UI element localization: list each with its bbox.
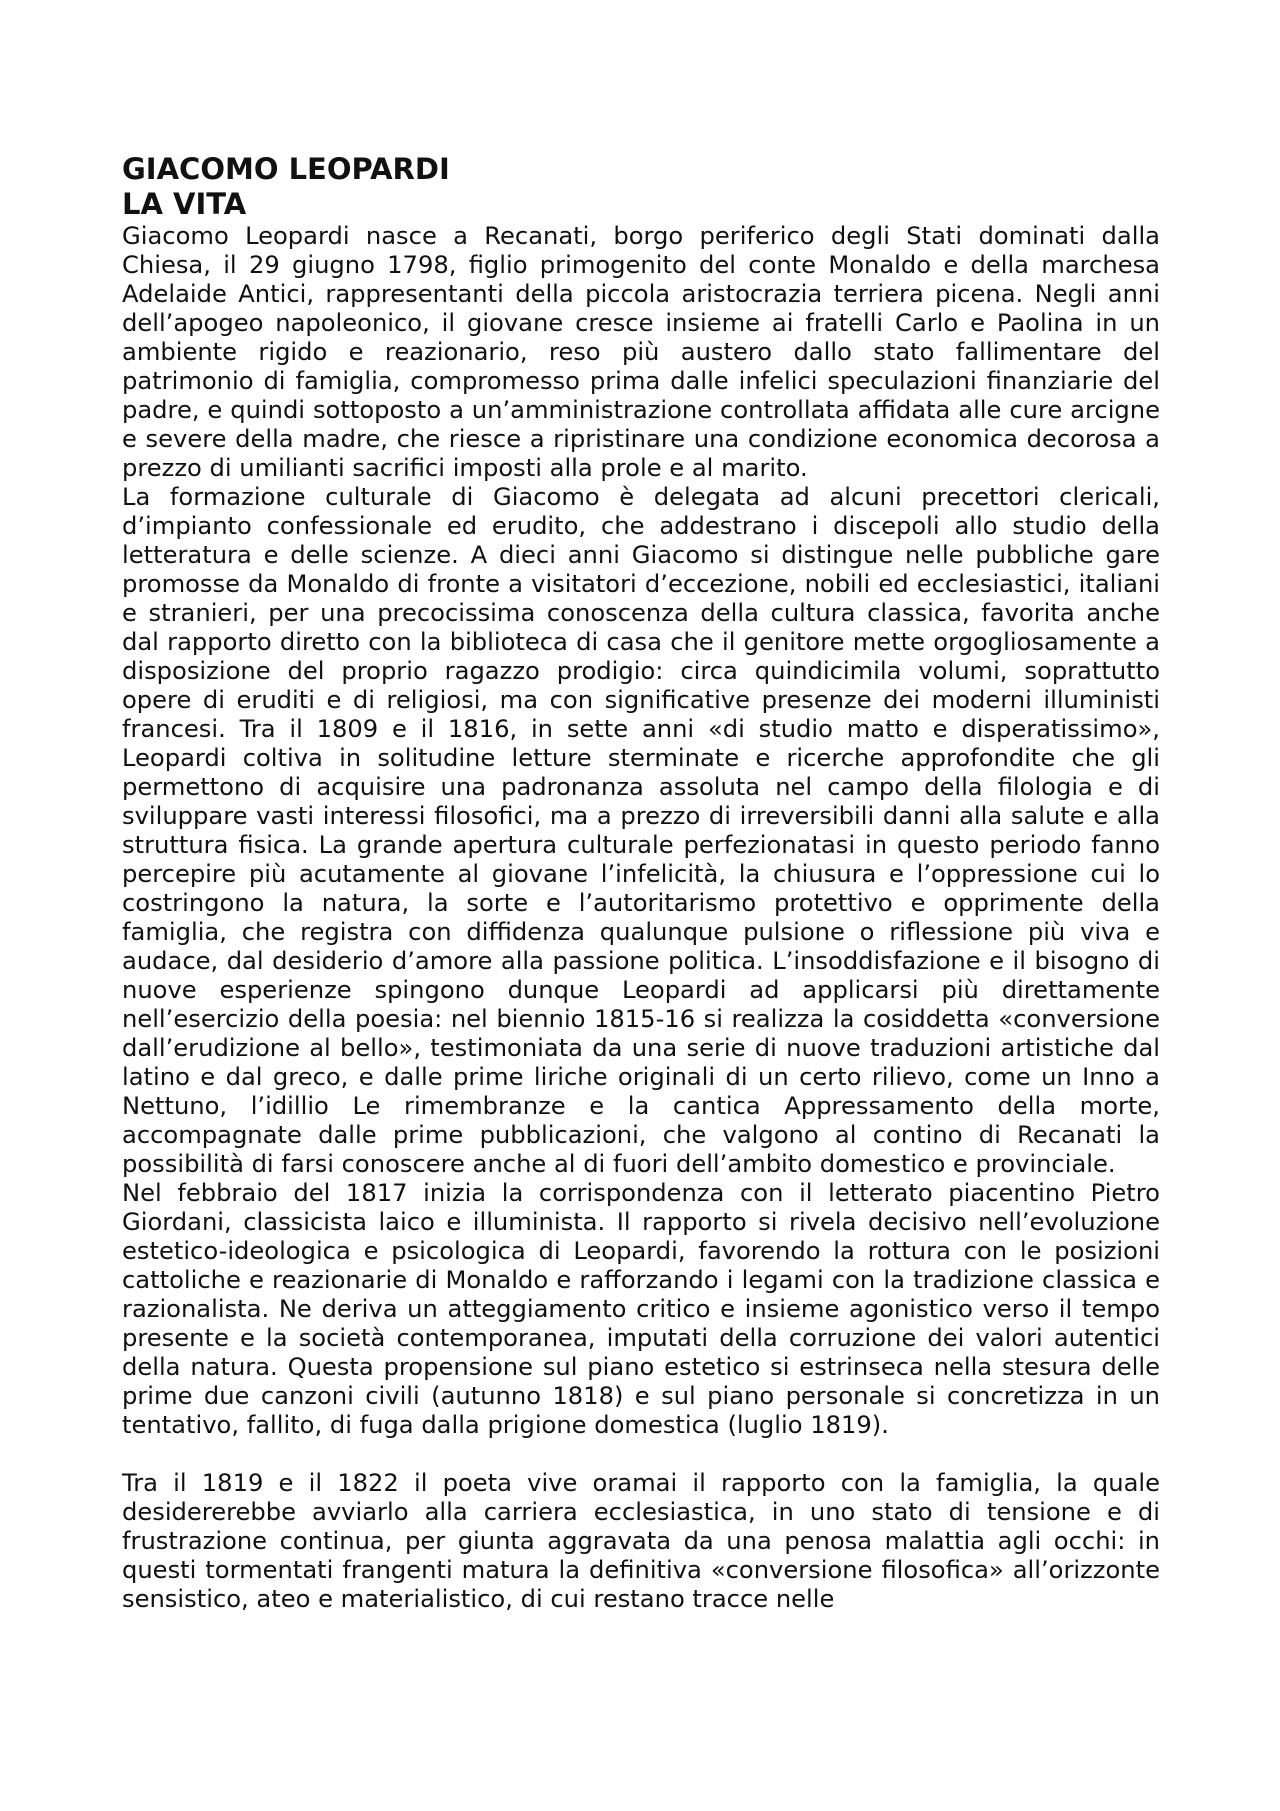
- section-heading: LA VITA: [122, 187, 247, 221]
- document-title: GIACOMO LEOPARDI: [122, 152, 450, 186]
- document-page: [122, 152, 1160, 1614]
- paragraph-4: Tra il 1819 e il 1822 il poeta vive oramai il rapporto con la famiglia, la quale desidererebbe avviarlo alla carriera ecclesiastica, in uno stato di tensione e di frustrazione continua, per giunta aggravata da una penosa malattia agli occhi: in questi tormentati frangenti matura la definitiva «conversione filosofica» all’orizzonte sensistico, ateo e materialistico, di cui restano tracce nelle: [122, 1469, 1160, 1613]
- paragraph-2: La formazione culturale di Giacomo è delegata ad alcuni precettori clericali, d’impianto confessionale ed erudito, che addestrano i discepoli allo studio della letteratura e delle scienze. A dieci anni Giacomo si distingue nelle pubbliche gare promosse da Monaldo di fronte a visitatori d’eccezione, nobili ed ecclesiastici, italiani e stranieri, per una precocissima conoscenza della cultura classica, favorita anche dal rapporto diretto con la biblioteca di casa che il genitore mette orgogliosamente a disposizione del proprio ragazzo prodigio: circa quindicimila volumi, soprattutto opere di eruditi e di religiosi, ma con significative presenze dei moderni illuministi francesi. Tra il 1809 e il 1816, in sette anni «di studio matto e disperatissimo», Leopardi coltiva in solitudine letture sterminate e ricerche approfondite che gli permettono di acquisire una padronanza assoluta nel campo della filologia e di sviluppare vasti interessi filosofici, ma a prezzo di irreversibili danni alla salute e alla struttura fisica. La grande apertura culturale perfezionatasi in questo periodo fanno percepire più acutamente al giovane l’infelicità, la chiusura e l’oppressione cui lo costringono la natura, la sorte e l’autoritarismo protettivo e opprimente della famiglia, che registra con diffidenza qualunque pulsione o riflessione più viva e audace, dal desiderio d’amore alla passione politica. L’insoddisfazione e il bisogno di nuove esperienze spingono dunque Leopardi ad applicarsi più direttamente nell’esercizio della poesia: nel biennio 1815-16 si realizza la cosiddetta «conversione dall’erudizione al bello», testimoniata da una serie di nuove traduzioni artistiche dal latino e dal greco, e dalle prime liriche originali di un certo rilievo, come un Inno a Nettuno, l’idillio Le rimembranze e la cantica Appressamento della morte, accompagnate dalle prime pubblicazioni, che valgono al contino di Recanati la possibilità di farsi conoscere anche al di fuori dell’ambito domestico e provinciale.: [122, 483, 1160, 1178]
- paragraph-1: Giacomo Leopardi nasce a Recanati, borgo periferico degli Stati dominati dalla Chiesa, il 29 giugno 1798, figlio primogenito del conte Monaldo e della marchesa Adelaide Antici, rappresentanti della piccola aristocrazia terriera picena. Negli anni dell’apogeo napoleonico, il giovane cresce insieme ai fratelli Carlo e Paolina in un ambiente rigido e reazionario, reso più austero dallo stato fallimentare del patrimonio di famiglia, compromesso prima dalle infelici speculazioni finanziarie del padre, e quindi sottoposto a un’amministrazione controllata affidata alle cure arcigne e severe della madre, che riesce a ripristinare una condizione economica decorosa a prezzo di umilianti sacrifici imposti alla prole e al marito.: [122, 222, 1160, 482]
- paragraph-3: Nel febbraio del 1817 inizia la corrispondenza con il letterato piacentino Pietro Giordani, classicista laico e illuminista. Il rapporto si rivela decisivo nell’evoluzione estetico-ideologica e psicologica di Leopardi, favorendo la rottura con le posizioni cattoliche e reazionarie di Monaldo e rafforzando i legami con la tradizione classica e razionalista. Ne deriva un atteggiamento critico e insieme agonistico verso il tempo presente e la società contemporanea, imputati della corruzione dei valori autentici della natura. Questa propensione sul piano estetico si estrinseca nella stesura delle prime due canzoni civili (autunno 1818) e sul piano personale si concretizza in un tentativo, fallito, di fuga dalla prigione domestica (luglio 1819).: [122, 1179, 1160, 1439]
